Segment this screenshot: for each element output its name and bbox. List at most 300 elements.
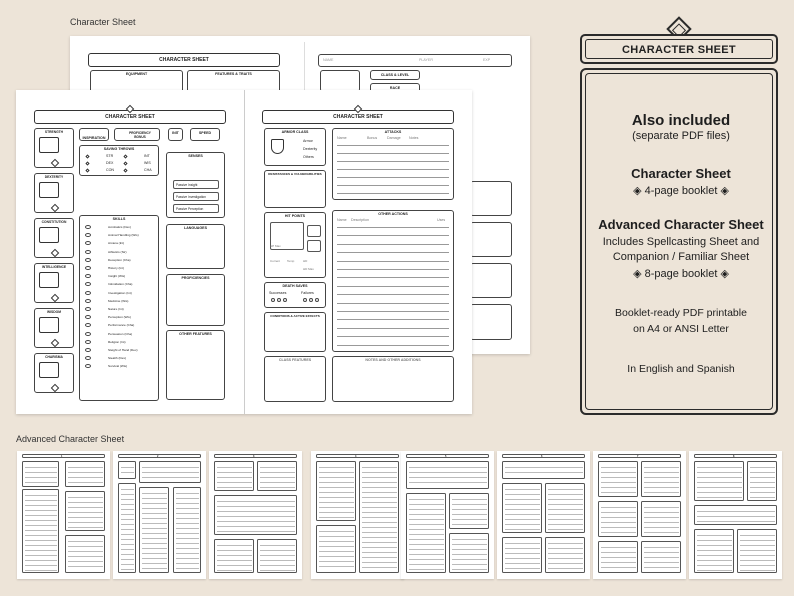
skill-proficiency-icon [85, 348, 91, 352]
thumb-page-number: 1 [61, 454, 63, 458]
thumb-line [142, 533, 167, 534]
proficiencies-label: PROFICIENCIES [181, 276, 210, 280]
thumb-section-box [65, 491, 105, 531]
attack-row-line [337, 193, 449, 194]
action-row-line [337, 227, 449, 228]
thumb-line [25, 560, 57, 561]
character-sheet-detail: ◈ 4-page booklet ◈ [633, 185, 729, 197]
thumb-line [601, 487, 636, 488]
attack-row-line [337, 169, 449, 170]
advanced-page-thumbnail [17, 451, 110, 579]
skill-proficiency-icon [85, 241, 91, 245]
save-proficiency-icon [85, 161, 89, 165]
skill-label: Performance (Cha) [108, 323, 135, 328]
thumb-section-box [65, 535, 105, 573]
thumb-section-box [316, 525, 356, 573]
thumb-line [362, 527, 397, 528]
skill-label: Stealth (Dex) [108, 356, 127, 361]
thumb-line [319, 531, 354, 532]
thumb-line [142, 513, 167, 514]
thumb-line [121, 514, 134, 515]
thumb-line [505, 558, 540, 559]
thumb-line [68, 561, 103, 562]
thumb-line [121, 509, 134, 510]
skill-proficiency-icon [85, 233, 91, 237]
thumb-line [362, 532, 397, 533]
proficiency-box [114, 128, 160, 141]
thumb-line [452, 549, 487, 550]
successes-label: Successes [269, 291, 287, 295]
thumb-line [362, 547, 397, 548]
speed-label: SPEED [198, 131, 212, 135]
armor-class-box [264, 128, 326, 166]
thumb-line [176, 523, 199, 524]
thumb-line [121, 564, 134, 565]
thumb-line [548, 553, 583, 554]
thumb-line [409, 554, 444, 555]
thumb-section-box [214, 539, 254, 573]
attack-row-line [337, 153, 449, 154]
other-actions-label: OTHER ACTIONS [378, 212, 408, 216]
front-right-header-title: CHARACTER SHEET [333, 114, 383, 120]
attack-col-header: Notes [409, 136, 419, 140]
thumb-line [121, 569, 134, 570]
thumb-section-box [641, 461, 681, 497]
action-row-line [337, 294, 449, 295]
skill-proficiency-icon [85, 258, 91, 262]
thumb-line [319, 556, 354, 557]
conditions-box [264, 312, 326, 352]
thumb-section-box [545, 537, 585, 573]
skill-proficiency-icon [85, 274, 91, 278]
thumb-line [68, 482, 103, 483]
thumb-line [319, 497, 354, 498]
ability-label: WISDOM [47, 310, 61, 314]
thumb-line [176, 568, 199, 569]
ability-score-cell [39, 182, 59, 198]
thumb-line [217, 521, 295, 522]
back-right-box-1 [470, 181, 512, 216]
thumb-line [25, 495, 57, 496]
thumb-page-number: 2 [157, 454, 159, 458]
thumb-line [409, 504, 444, 505]
attacks-box [332, 128, 454, 200]
thumb-section-box [641, 541, 681, 573]
death-saves-box [264, 282, 326, 308]
thumb-line [452, 544, 487, 545]
attack-col-header: Name [337, 136, 347, 140]
thumb-line [601, 492, 636, 493]
skill-label: Investigation (Int) [108, 290, 132, 295]
also-included-heading: Also included [631, 112, 731, 129]
thumb-line [217, 555, 252, 556]
print-info-line1: Booklet-ready PDF printable [615, 307, 747, 319]
thumb-line [644, 557, 679, 558]
thumb-line [121, 494, 134, 495]
attack-row-line [337, 161, 449, 162]
thumb-line [25, 565, 57, 566]
thumb-line [319, 477, 354, 478]
action-col-header: Name [337, 218, 347, 222]
ability-score-cell [39, 272, 59, 288]
thumb-page-number: 7 [637, 454, 639, 458]
save-proficiency-icon [123, 154, 127, 158]
attack-row-line [337, 145, 449, 146]
hit-points-label: HIT POINTS [284, 214, 306, 218]
attack-row-line [337, 185, 449, 186]
back-class-box [370, 70, 420, 80]
advanced-page-thumbnail [689, 451, 782, 579]
senses-box [166, 152, 225, 218]
thumb-line [644, 492, 679, 493]
thumb-line [260, 550, 295, 551]
action-row-line [337, 311, 449, 312]
thumb-line [121, 467, 134, 468]
thumb-line [505, 529, 540, 530]
thumb-line [452, 504, 487, 505]
passive-label: Passive Investigation [176, 195, 206, 199]
speed-box [190, 128, 220, 141]
thumb-line [644, 522, 679, 523]
thumb-section-box [139, 487, 169, 573]
thumb-line [505, 494, 540, 495]
thumb-line [217, 560, 252, 561]
thumb-line [505, 553, 540, 554]
senses-label: SENSES [188, 154, 203, 158]
thumb-line [68, 497, 103, 498]
thumb-line [121, 524, 134, 525]
save-label: INT [144, 154, 150, 158]
thumb-line [362, 507, 397, 508]
thumb-line [644, 562, 679, 563]
thumb-line [142, 543, 167, 544]
thumb-line [68, 551, 103, 552]
thumb-line [121, 489, 134, 490]
thumb-line [121, 559, 134, 560]
thumb-line [68, 556, 103, 557]
thumb-section-box [598, 461, 638, 497]
resistances-box [264, 170, 326, 208]
thumb-line [697, 487, 742, 488]
thumb-line [362, 522, 397, 523]
passive-label: Passive Perception [176, 207, 204, 211]
panel-title: CHARACTER SHEET [622, 44, 736, 56]
thumb-line [548, 499, 583, 500]
resistances-label: RESISTANCES & VULNERABILITIES [268, 172, 322, 176]
save-proficiency-icon [85, 168, 89, 172]
thumb-section-box [694, 461, 744, 501]
back-right-box-4 [470, 304, 512, 340]
thumb-page-number: 4 [355, 454, 357, 458]
action-row-line [337, 252, 449, 253]
thumb-section-box [449, 493, 489, 529]
thumb-line [121, 554, 134, 555]
thumb-line [319, 487, 354, 488]
skill-proficiency-icon [85, 250, 91, 254]
thumb-line [121, 534, 134, 535]
thumb-line [176, 548, 199, 549]
thumb-line [176, 503, 199, 504]
thumb-line [68, 512, 103, 513]
thumb-line [548, 563, 583, 564]
thumb-line [644, 552, 679, 553]
thumb-line [601, 517, 636, 518]
thumb-line [548, 504, 583, 505]
thumb-section-box [257, 539, 297, 573]
thumb-line [260, 560, 295, 561]
skill-label: Intimidation (Cha) [108, 282, 133, 287]
ability-label: STRENGTH [44, 130, 64, 134]
thumb-line [601, 482, 636, 483]
print-info-line2: on A4 or ANSI Letter [633, 323, 729, 335]
action-row-line [337, 336, 449, 337]
thumb-line [319, 566, 354, 567]
thumb-line [25, 535, 57, 536]
thumb-line [505, 519, 540, 520]
thumb-line [260, 570, 295, 571]
thumb-line [68, 507, 103, 508]
thumb-line [68, 502, 103, 503]
thumb-header-bar [598, 454, 681, 458]
passive-box [173, 180, 219, 189]
shield-icon [271, 139, 284, 154]
save-label: STR [106, 154, 114, 158]
other-features-label: OTHER FEATURES [179, 332, 212, 336]
thumb-line [505, 524, 540, 525]
thumb-line [750, 497, 775, 498]
thumb-line [68, 546, 103, 547]
thumb-line [740, 535, 775, 536]
thumb-line [68, 522, 103, 523]
thumb-line [142, 472, 199, 473]
thumb-line [750, 477, 775, 478]
thumb-line [548, 514, 583, 515]
armor-class-label: ARMOR CLASS [281, 130, 309, 134]
inspiration-box [79, 128, 109, 141]
attacks-label: ATTACKS [384, 130, 402, 134]
thumb-line [217, 487, 252, 488]
thumb-line [548, 568, 583, 569]
thumb-line [121, 529, 134, 530]
hp-cell-label: Current [270, 259, 281, 263]
thumb-line [697, 467, 742, 468]
thumb-line [697, 570, 732, 571]
thumb-line [505, 467, 583, 468]
thumb-section-box [598, 501, 638, 537]
conditions-label: CONDITIONS & ACTIVE EFFECTS [270, 314, 320, 318]
ability-box [34, 128, 74, 168]
action-row-line [337, 277, 449, 278]
thumb-line [452, 539, 487, 540]
skill-label: Persuasion (Cha) [108, 331, 133, 336]
skill-label: Religion (Int) [108, 339, 126, 344]
failure-dot-icon [303, 298, 307, 302]
thumb-section-box [737, 529, 777, 573]
thumb-line [319, 546, 354, 547]
thumb-line [601, 557, 636, 558]
armor-row-label: Others [303, 155, 314, 159]
thumb-line [319, 512, 354, 513]
thumb-line [409, 549, 444, 550]
thumb-line [548, 529, 583, 530]
thumb-line [601, 547, 636, 548]
back-right-box-3 [470, 263, 512, 298]
thumb-line [452, 509, 487, 510]
back-header-banner [88, 53, 280, 67]
thumb-section-box [214, 461, 254, 491]
thumb-line [409, 529, 444, 530]
thumb-line [260, 565, 295, 566]
thumb-line [142, 523, 167, 524]
thumb-line [362, 492, 397, 493]
thumb-line [25, 505, 57, 506]
ability-modifier-icon [51, 249, 59, 257]
thumb-line [121, 499, 134, 500]
thumb-line [409, 564, 444, 565]
thumb-section-box [257, 461, 297, 491]
skill-label: Acrobatics (Dex) [108, 225, 131, 229]
thumb-line [68, 527, 103, 528]
save-label: DEX [106, 161, 114, 165]
thumb-line [25, 520, 57, 521]
advanced-page-thumbnail [593, 451, 686, 579]
thumb-line [409, 539, 444, 540]
thumb-line [176, 493, 199, 494]
action-row-line [337, 235, 449, 236]
thumb-line [362, 562, 397, 563]
thumb-line [740, 565, 775, 566]
thumb-line [260, 477, 295, 478]
thumb-section-box [598, 541, 638, 573]
class-features-label: CLASS FEATURES [278, 358, 312, 362]
thumb-page-number: 8 [733, 454, 735, 458]
thumb-line [319, 536, 354, 537]
thumb-line [750, 487, 775, 488]
attack-row-line [337, 177, 449, 178]
advanced-sheet-caption: Advanced Character Sheet [16, 434, 125, 444]
thumb-line [740, 560, 775, 561]
thumb-line [142, 467, 199, 468]
proficiency-label: PROFICIENCY BONUS [129, 131, 151, 139]
character-sheet-heading: Character Sheet [631, 166, 731, 181]
skill-proficiency-icon [85, 299, 91, 303]
skills-label: SKILLS [112, 217, 126, 221]
thumb-page-number: 6 [541, 454, 543, 458]
thumb-header-bar [316, 454, 399, 458]
thumb-line [142, 538, 167, 539]
languages-label: LANGUAGES [184, 226, 207, 230]
thumb-line [409, 524, 444, 525]
thumb-line [452, 524, 487, 525]
back-right-box-2 [470, 222, 512, 257]
thumb-line [260, 555, 295, 556]
thumb-line [548, 548, 583, 549]
thumb-line [217, 531, 295, 532]
skill-proficiency-icon [85, 307, 91, 311]
thumb-line [25, 540, 57, 541]
thumb-line [750, 492, 775, 493]
thumb-line [362, 502, 397, 503]
thumb-line [121, 472, 134, 473]
thumb-line [217, 511, 295, 512]
thumb-line [121, 539, 134, 540]
thumb-line [452, 569, 487, 570]
skill-label: Nature (Int) [108, 307, 124, 311]
attack-col-header: Bonus [367, 136, 378, 140]
proficiencies-box [166, 274, 225, 326]
thumb-line [142, 563, 167, 564]
action-col-header: Description [351, 218, 369, 222]
skill-proficiency-icon [85, 340, 91, 344]
thumb-section-box [22, 461, 59, 487]
thumb-line [409, 514, 444, 515]
thumb-line [505, 504, 540, 505]
thumb-line [697, 511, 775, 512]
thumb-line [697, 565, 732, 566]
thumb-header-bar [502, 454, 585, 458]
hp-side-cell-2 [307, 240, 321, 252]
save-proficiency-icon [85, 154, 89, 158]
thumb-line [505, 568, 540, 569]
thumb-line [505, 548, 540, 549]
thumb-line [409, 467, 487, 468]
passive-label: Passive Insight [176, 183, 198, 187]
save-proficiency-icon [123, 168, 127, 172]
thumb-line [740, 570, 775, 571]
thumb-line [601, 467, 636, 468]
thumb-line [452, 554, 487, 555]
thumb-line [68, 472, 103, 473]
hp-cell-label: HD Max [303, 267, 314, 271]
skill-proficiency-icon [85, 356, 91, 360]
thumb-line [409, 477, 487, 478]
ability-label: INTELLIGENCE [41, 265, 67, 269]
thumb-line [68, 467, 103, 468]
thumb-line [68, 541, 103, 542]
thumb-line [142, 493, 167, 494]
thumb-line [217, 467, 252, 468]
thumb-line [260, 472, 295, 473]
passive-box [173, 192, 219, 201]
thumb-line [362, 567, 397, 568]
notes-label: NOTES AND OTHER ADDITIONS [365, 358, 421, 362]
info-panel [580, 68, 778, 415]
thumb-line [142, 558, 167, 559]
thumb-line [362, 512, 397, 513]
back-portrait-box [320, 70, 360, 92]
thumb-section-box [747, 461, 777, 501]
advanced-page-thumbnail [311, 451, 404, 579]
thumb-section-box [316, 461, 356, 521]
thumb-section-box [139, 461, 201, 483]
back-class-label: CLASS & LEVEL [380, 73, 410, 77]
thumb-section-box [118, 483, 136, 573]
thumb-line [142, 498, 167, 499]
ability-box [34, 218, 74, 258]
thumb-page-number: 3 [253, 454, 255, 458]
thumb-line [25, 510, 57, 511]
thumb-line [217, 516, 295, 517]
thumb-line [601, 552, 636, 553]
thumb-line [121, 504, 134, 505]
thumb-line [409, 472, 487, 473]
thumb-line [697, 545, 732, 546]
thumb-line [601, 567, 636, 568]
inspiration-label: INSPIRATION [82, 136, 106, 140]
thumb-line [217, 570, 252, 571]
skills-box [79, 215, 159, 401]
save-label: CHA [144, 168, 152, 172]
